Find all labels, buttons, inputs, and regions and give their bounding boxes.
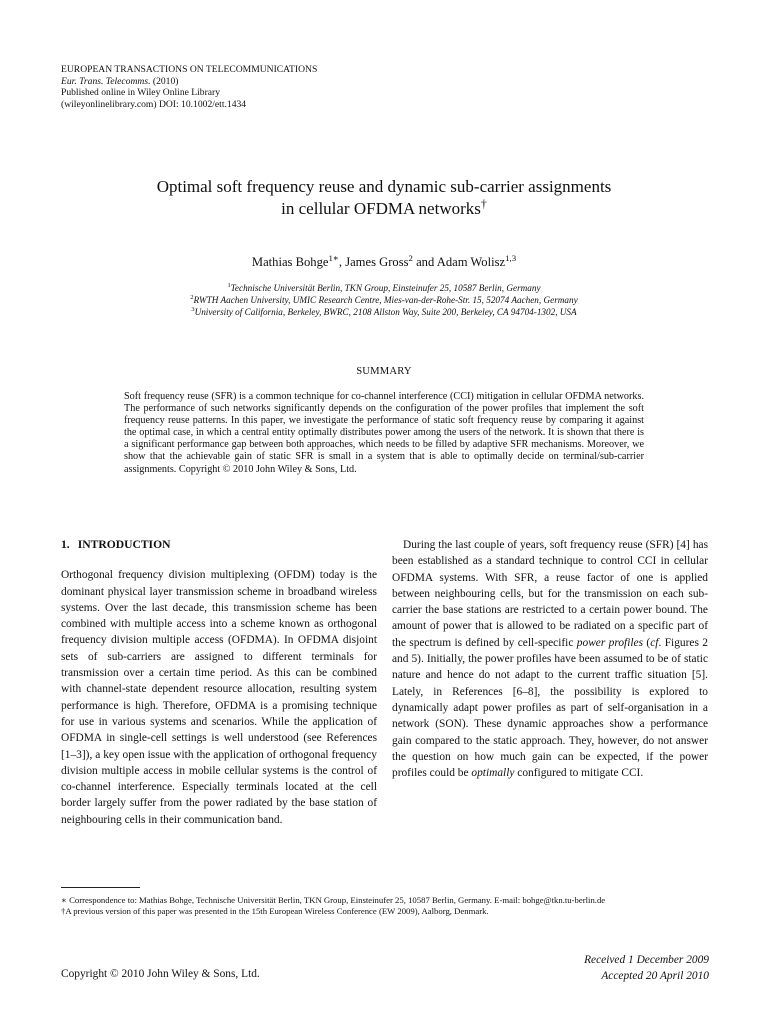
title-line-1: Optimal soft frequency reuse and dynamic sub-carrier assignments bbox=[156, 177, 612, 196]
intro-paragraph-2 bbox=[392, 537, 708, 781]
text-run: ( bbox=[643, 636, 651, 649]
author-name: James Gross bbox=[345, 255, 409, 269]
received-dates bbox=[584, 952, 709, 984]
accepted-date: Accepted 20 April 2010 bbox=[601, 970, 709, 982]
footnote-correspondence: ∗ Correspondence to: Mathias Bohge, Technische Universität Berlin, TKN Group, Einsteinufer 25, 10587 Berlin, Germany. E-mail: bohge@tkn.tu-berlin.de bbox=[61, 895, 606, 905]
journal-header bbox=[61, 64, 317, 110]
title-line-2-text: in cellular OFDMA networks bbox=[281, 199, 481, 218]
paper-title bbox=[60, 176, 708, 220]
text-run: . Figures 2 and 5). Initially, the power profiles have been assumed to be of static nature and hence do not adapt to the current traffic situation [5]. Lately, in References [6–8], the possibility is explored to dynamically adapt power profiles as part of self-organisation in a network (SON). These dynamic approaches show a performance gain compared to the static approach. They, however, do not answer the question on how much gain can be expected, if the power profiles could be bbox=[392, 636, 708, 780]
affiliation bbox=[60, 306, 708, 318]
footnote-previous-version: †A previous version of this paper was presented in the 15th European Wireless Conference (EW 2009), Aalborg, Denmark. bbox=[61, 906, 489, 917]
affiliation bbox=[60, 294, 708, 306]
emphasis: cf bbox=[650, 636, 659, 649]
affiliation-number: 3 bbox=[191, 306, 195, 314]
author-affil-mark: 1∗ bbox=[328, 252, 339, 263]
author-affil-mark: 2 bbox=[408, 252, 413, 263]
author-name: Adam Wolisz bbox=[436, 255, 506, 269]
intro-paragraph-1: Orthogonal frequency division multiplexing (OFDM) today is the dominant physical layer transmission scheme in broadband wireless systems. Over the last decade, this transmission scheme has been combined with multiple access into a scheme known as orthogonal frequency division multiple access (OFDMA). In OFDMA disjoint sets of sub-carriers are assigned to different terminals for transmission over a certain time period. As this can be combined with channel-state dependent resource allocation, resulting system performance is high. Therefore, OFDMA is a promising technique for use in various systems and scenarios. While the application of OFDMA in single-cell settings is well understood (see References [1–3]), a key open issue with the application of orthogonal frequency division multiple access in mobile cellular systems is the control of co-channel interference. Especially terminals located at the cell border largely suffer from the power radiated by the base station of neighbouring cells in their communication band. bbox=[61, 569, 377, 826]
footnotes bbox=[61, 895, 709, 917]
text-run: configured to mitigate CCI. bbox=[514, 767, 644, 780]
published-online: Published online in Wiley Online Library bbox=[61, 87, 221, 99]
text-run: During the last couple of years, soft frequency reuse (SFR) [4] has been established as a standard technique to control CCI in cellular OFDMA systems. With SFR, a reuse factor of one is applied between neighbouring cells, but for the transmission on each sub-carrier the base stations are restricted to a certain power bound. The amount of power that is allowed to be radiated on a specific part of the spectrum is defined by cell-specific bbox=[392, 539, 708, 649]
affiliation-text: RWTH Aachen University, UMIC Research Centre, Mies-van-der-Rohe-Str. 15, 52074 Aachen, Germany bbox=[193, 295, 578, 306]
copyright-notice: Copyright © 2010 John Wiley & Sons, Ltd. bbox=[61, 968, 260, 980]
affiliation bbox=[60, 282, 708, 294]
section-heading bbox=[61, 537, 377, 553]
author-list: Mathias Bohge$^{1∗}$, James Gross$^2$ and Adam Wolisz$^{1,3}$ bbox=[251, 252, 517, 269]
affiliation-number: 1 bbox=[227, 281, 231, 289]
emphasis: power profiles bbox=[576, 636, 644, 649]
affiliation-list bbox=[60, 282, 708, 319]
title-dagger: † bbox=[480, 196, 487, 211]
right-column bbox=[392, 537, 708, 781]
journal-name: EUROPEAN TRANSACTIONS ON TELECOMMUNICATIONS bbox=[61, 64, 318, 75]
section-number: 1. bbox=[61, 538, 70, 551]
left-column bbox=[61, 537, 377, 828]
author-name: Mathias Bohge bbox=[251, 255, 329, 269]
affiliation-text: Technische Universität Berlin, TKN Group, Einsteinufer 25, 10587 Berlin, Germany bbox=[230, 283, 541, 293]
summary-heading: SUMMARY bbox=[356, 366, 412, 377]
received-date: Received 1 December 2009 bbox=[584, 954, 709, 966]
footnote-rule bbox=[61, 887, 140, 888]
journal-year: (2010) bbox=[152, 75, 179, 87]
section-title: INTRODUCTION bbox=[77, 538, 171, 551]
affiliation-text: University of California, Berkeley, BWRC, 2108 Allston Way, Suite 200, Berkeley, CA 94704-1302, USA bbox=[194, 307, 577, 318]
affiliation-number: 2 bbox=[190, 294, 194, 302]
doi-line: (wileyonlinelibrary.com) DOI: 10.1002/ett.1434 bbox=[61, 98, 247, 110]
journal-citation bbox=[61, 76, 317, 88]
title-line-2 bbox=[60, 198, 708, 220]
summary-text: Soft frequency reuse (SFR) is a common technique for co-channel interference (CCI) mitigation in cellular OFDMA networks. The performance of such networks significantly depends on the configuration of the power profiles that implement the soft frequency reuse patterns. In this paper, we investigate the performance of static soft frequency reuse by comparing it against the optimal case, in which a central entity optimally distributes power among the users of the network. It is shown that there is a significant performance gap between both approaches, which needs to be filled by adaptive SFR mechanisms. Moreover, we show that the achievable gain of static SFR is small in a system that is able to optimally decide on terminal/sub-carrier assignments. Copyright © 2010 John Wiley & Sons, Ltd. bbox=[124, 391, 644, 475]
author-affil-mark: 1,3 bbox=[505, 252, 517, 263]
emphasis: optimally bbox=[471, 767, 515, 780]
journal-abbrev: Eur. Trans. Telecomms. bbox=[61, 75, 151, 87]
